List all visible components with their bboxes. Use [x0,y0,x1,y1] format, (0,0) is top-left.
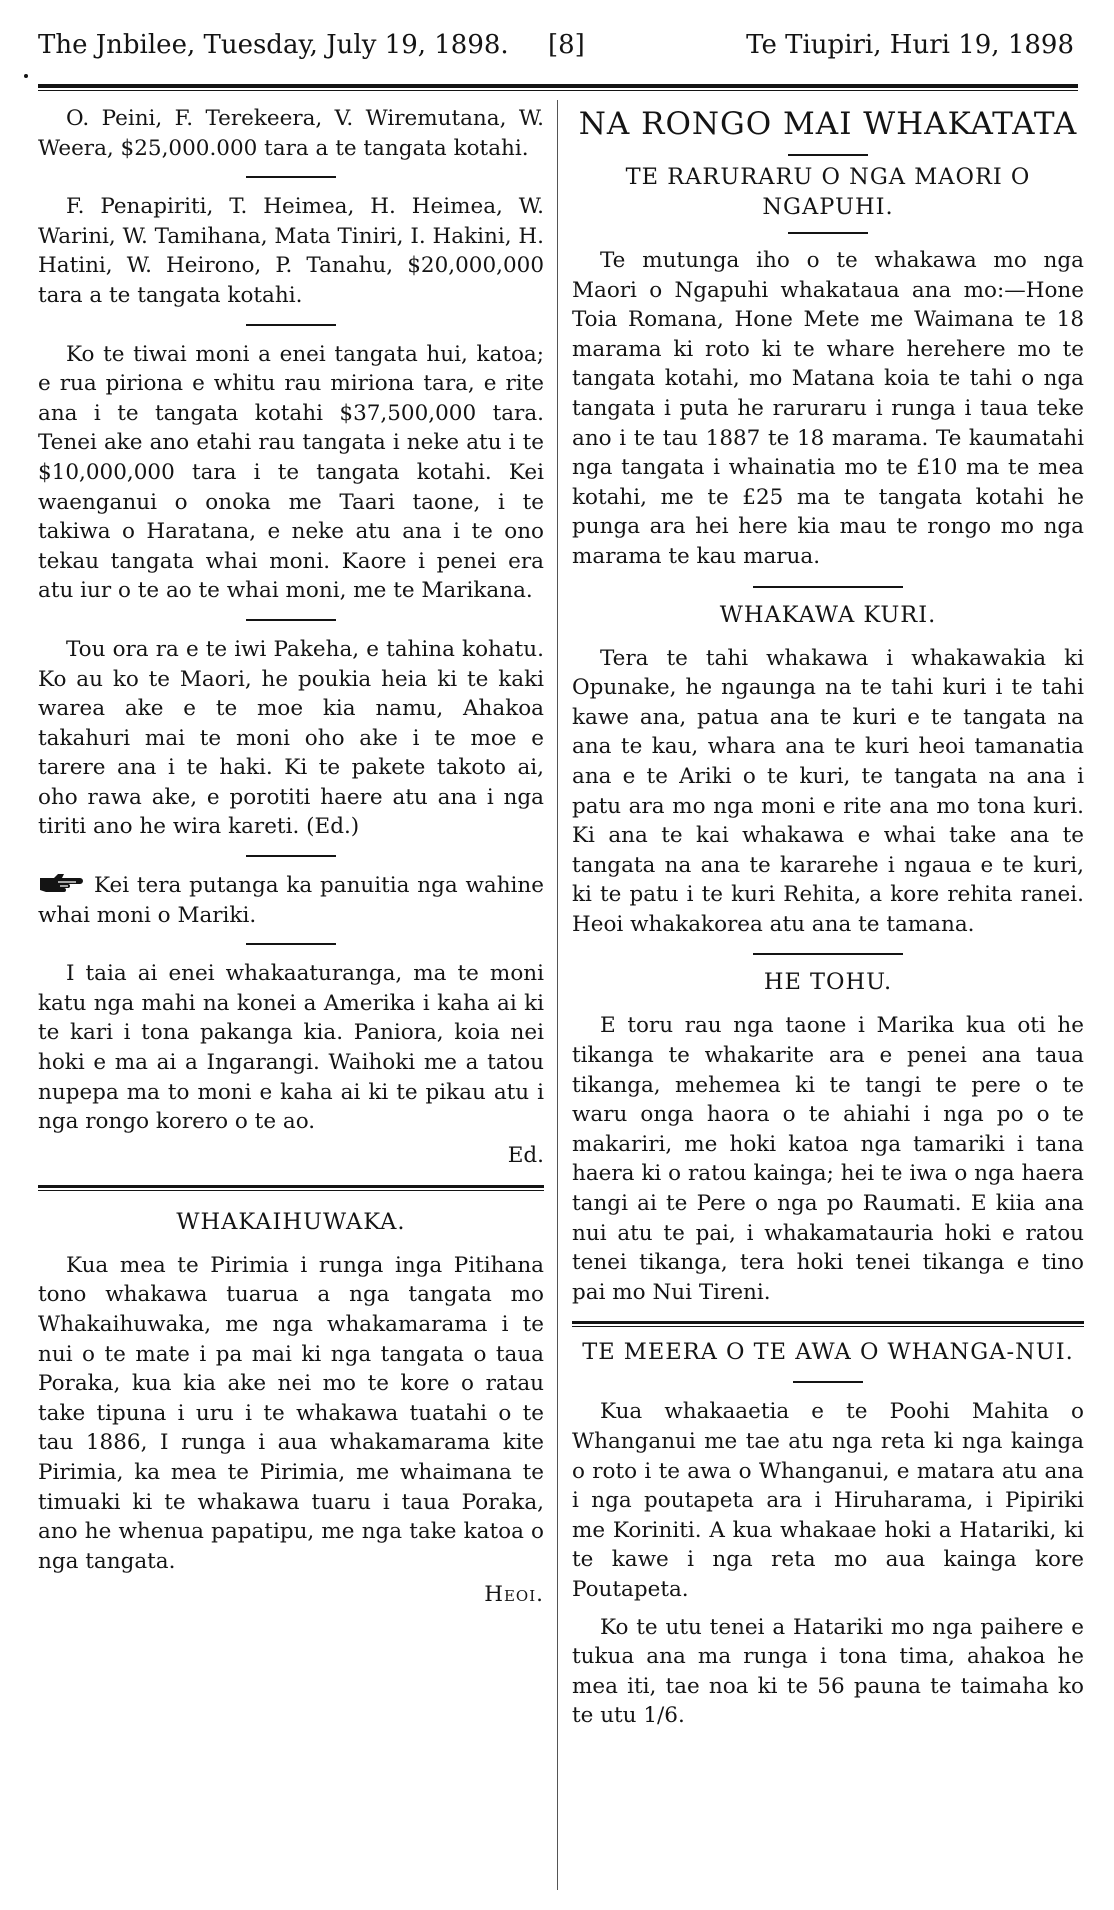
page-number: [8] [548,30,585,60]
section-rule-thick [38,1185,544,1188]
section-divider [246,943,336,945]
editor-signature: Ed. [507,1142,544,1168]
header-english-date: The Jnbilee, Tuesday, July 19, 1898. [38,30,509,60]
right-column [572,104,1084,1731]
meera-body-2: Ko te utu tenei a Hatariki mo nga paihere e tukua ana ma runga i tona tima, ahakoa he mea iti, tae noa ki te 56 pauna te taimaha ko te utu 1/6. [572,1614,1084,1729]
left-column [38,104,544,1610]
raruraru-body: Te mutunga iho o te whakawa mo nga Maori o Ngapuhi whakataua ana mo:—Hone Toia Romana, Hone Mete me Waimana te 18 marama ki roto ki te whare herehere mo te tangata kotahi, mo Matana koia te tahi o nga tangata i puta he raruraru i runga i taua teke ano i te tau 1887 te 18 marama. Te kaumatahi nga tangata i whainatia mo te £10 ma te mea kotahi, me te £25 ma te tangata kotahi he punga ara hei here kia mau te rongo mo nga marama te kau marua. [572,248,1084,569]
section-divider [246,324,336,326]
tohu-body: E toru rau nga taone i Marika kua oti he tikanga te whakarite ara e penei ana taua tikanga, mehemea ki te tangi te pere o te waru onga haora o te ahiahi i nga po o te makariri, me hoki katoa nga tamariki i tana haera ki o ratou kainga; hei te iwa o nga haera tangi ai te Pere o nga po Raumati. E kiia ana nui atu te pai, i whakamatauria hoki e ratou tenei tikanga, tera hoki tenei tikanga e tino pai mo Nui Tireni. [572,1013,1084,1305]
notice-paragraph [38,871,544,930]
meera-heading: TE MEERA O TE AWA O WHANGA-NUI. [582,1339,1074,1366]
section-divider [788,232,868,234]
section-divider [246,855,336,857]
whakaihuwaka-signature: Heoi. [484,1582,544,1608]
meera-body-1: Kua whakaaetia e te Poohi Mahita o Whanganui me tae atu nga reta ki nga kainga o roto i te awa o Whanganui, e matara atu ana i nga poutapeta ara i Hiruharama, i Pipiriki me Koriniti. A kua whakaae hoki a Hatariki, ki te kawe i nga reta mo aua kainga kore Poutapeta. [572,1399,1084,1602]
column-divider [557,100,558,1890]
section-divider [793,1381,863,1383]
wealthy-list-paragraph-2: F. Penapiriti, T. Heimea, H. Heimea, W. Warini, W. Tamihana, Mata Tiniri, I. Hakini, H. Hatini, W. Heirono, P. Tanahu, $20,000,000 tara a te tangata kotahi. [38,194,544,308]
header-rule-thin [38,90,1078,91]
main-news-heading: NA RONGO MAI WHAKATATA [578,106,1078,142]
raruraru-heading: TE RARURARU O NGA MAORI O NGAPUHI. [625,164,1031,220]
editor-comment-paragraph: Tou ora ra e te iwi Pakeha, e tahina kohatu. Ko au ko te Maori, he poukia heia ki te kaki warea ake e te moe kia namu, Ahakoa takahuri mai te moni oho ake i te moe e tarere ana i te haki. Ki te pakete takoto ai, oho rawa ake, e porotiti haere atu ana i nga tiriti ano he wira kareti. (Ed.) [38,636,544,840]
america-paragraph: I taia ai enei whakaaturanga, ma te moni katu nga mahi na konei a Amerika i kaha ai ki te kari i tona pakanga kia. Paniora, koia nei hoki e ma ai a Ingarangi. Waihoki me a tatou nupepa ma to moni e kaha ai ki te pikau atu i nga rongo korero o te ao. [38,961,544,1135]
section-rule-thick [572,1321,1084,1324]
wealthy-list-paragraph-1: O. Peini, F. Terekeera, V. Wiremutana, W. Weera, $25,000.000 tara a te tangata kotahi. [38,106,544,161]
section-divider [246,619,336,621]
wealth-summary-paragraph: Ko te tiwai moni a enei tangata hui, katoa; e rua piriona e whitu rau miriona tara, e rite ana i te tangata kotahi $37,500,000 tara. Tenei ake ano etahi rau tangata i neke atu i te $10,000,000 tara i te tangata kotahi. Kei waenganui o onoka me Taari taone, i te takiwa o Haratana, e neke atu ana i te ono tekau tangata whai moni. Kaore i penei era atu iur o te ao te whai moni, me te Marikana. [38,341,544,604]
tohu-heading: HE TOHU. [763,969,893,996]
section-divider [788,154,868,156]
whakaihuwaka-body: Kua mea te Pirimia i runga inga Pitihana tono whakawa tuarua a nga tangata mo Whakaihuwaka, me nga whakamarama i te nui o te mate i pa mai ki nga tangata o taua Poraka, kua kia ake nei mo te kore o ratau take tipuna i uru i te whakawa tuatahi o te tau 1886, I runga i aua whakamarama kite Pirimia, ka mea te Pirimia, me whaimana te timuaki ki te whakawa tuaru i taua Poraka, ano he whenua papatipu, me nga take katoa o nga tangata. [38,1252,544,1574]
whakaihuwaka-heading: WHAKAIHUWAKA. [176,1208,406,1235]
section-divider [753,586,903,588]
section-divider [753,953,903,955]
kuri-body: Tera te tahi whakawa i whakawakia ki Opunake, he ngaunga na te tahi kuri i te tahi kawe ana, patua ana te kuri e te tangata na ana te kau, whara ana te kuri heoi tamanatia ana e te Ariki o te kuri, te tangata na ana i patu ara mo nga moni e rite ana mo tona kuri. Ki ana te kai whakawa e whai take ana te tangata na ana te kararehe i ngaua e te kuri, ki te patu i te kuri Rehita, a kore rehita ranei. Heoi whakakorea atu ana te tamana. [572,645,1084,937]
header-maori-date: Te Tiupiri, Huri 19, 1898 [746,30,1074,60]
notice-text: Kei tera putanga ka panuitia nga wahine whai moni o Mariki. [38,873,544,928]
header-rule-thick [38,84,1078,88]
kuri-heading: WHAKAWA KURI. [719,601,937,628]
pointing-hand-icon [38,872,84,894]
section-rule-thin [572,1326,1084,1327]
section-divider [246,176,336,178]
header-dot [24,74,28,78]
page-header [38,30,1074,66]
section-rule-thin [38,1190,544,1191]
